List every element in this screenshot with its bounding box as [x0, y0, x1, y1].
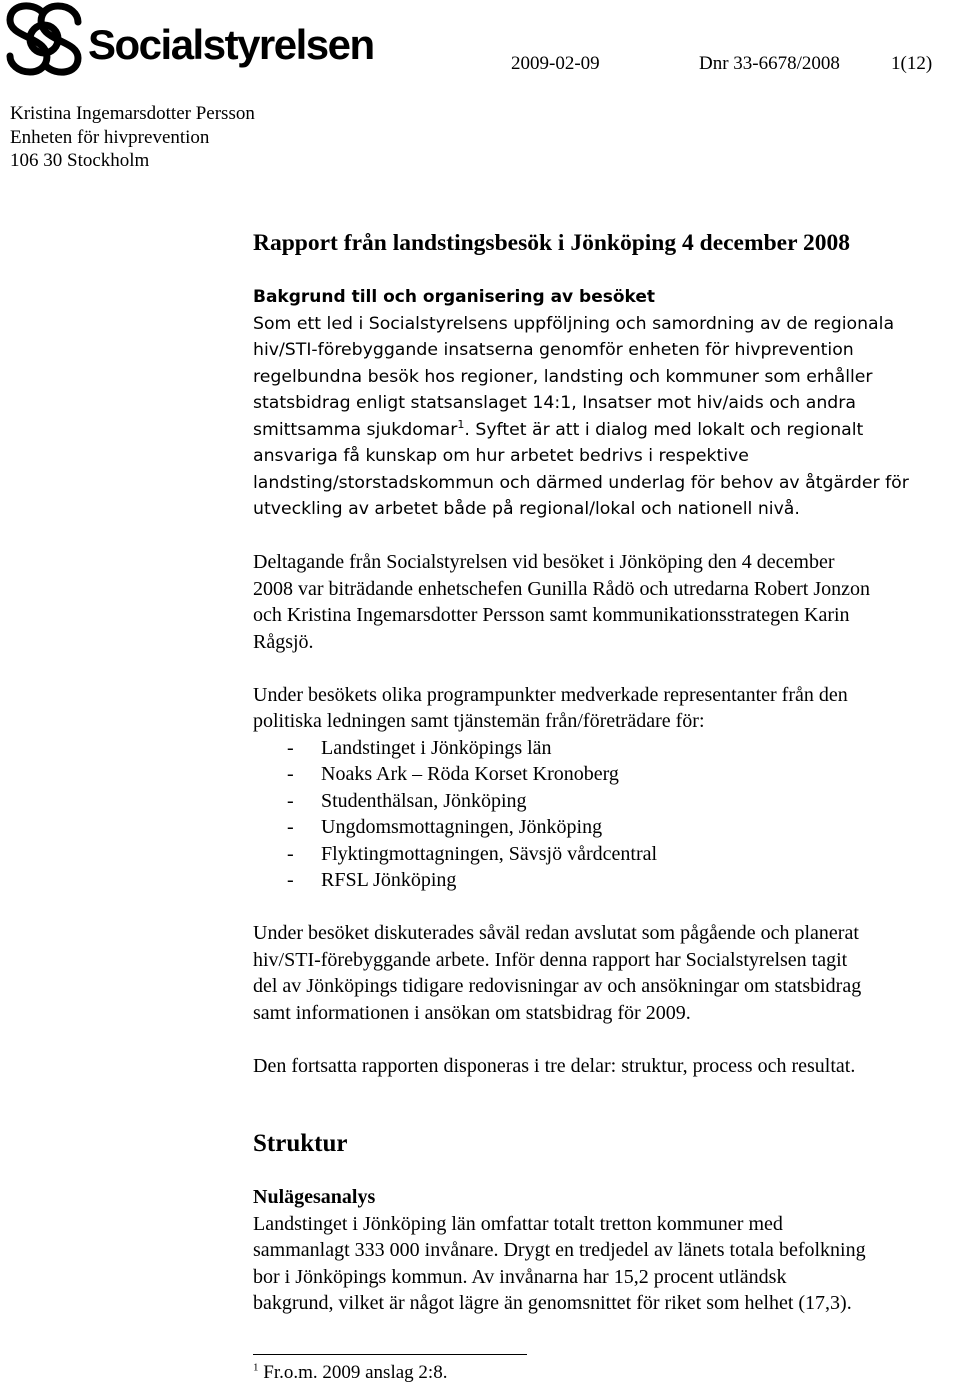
- sender-block: [10, 102, 255, 173]
- text-line: 2008 var biträdande enhetschefen Gunilla Rådö och utredarna Robert Jonzon: [253, 577, 871, 600]
- text-line: regelbundna besök hos regioner, landsting och kommuner som erhåller: [253, 366, 873, 387]
- list-dash: -: [287, 789, 294, 812]
- section-heading-struktur: Struktur: [253, 1130, 348, 1157]
- text-line: del av Jönköpings tidigare redovisningar av och ansökningar om statsbidrag: [253, 975, 862, 997]
- text-fragment: smittsamma sjukdomar: [253, 419, 458, 440]
- logo-emblem-icon: [2, 2, 86, 76]
- list-item: [253, 735, 960, 762]
- text-line: Under besöket diskuterades såväl redan avslutat som pågående och planerat: [253, 922, 859, 944]
- footnote-separator: [253, 1354, 527, 1355]
- text-line: sammanlagt 333 000 invånare. Drygt en tredjedel av länets totala befolkning: [253, 1239, 866, 1261]
- list-item-text: RFSL Jönköping: [321, 869, 457, 891]
- participant-list: [253, 735, 960, 894]
- list-dash: -: [287, 736, 294, 759]
- list-dash: -: [287, 869, 294, 891]
- text-line: landsting/storstadskommun och därmed underlag för behov av åtgärder för: [253, 472, 909, 493]
- document-date: 2009-02-09: [511, 53, 600, 74]
- text-line: samt informationen i ansökan om statsbidrag för 2009.: [253, 1001, 691, 1024]
- list-item-text: Noaks Ark – Röda Korset Kronoberg: [321, 763, 619, 785]
- text-line: Rågsjö.: [253, 630, 314, 653]
- subheading-nulagesanalys: Nulägesanalys: [253, 1186, 376, 1208]
- text-line: hiv/STI-förebyggande insatserna genomför enheten för hivprevention: [253, 340, 854, 360]
- page-number: 1(12): [891, 53, 933, 74]
- paragraph-deltagande: [253, 549, 960, 655]
- list-item-text: Flyktingmottagningen, Sävsjö vårdcentral: [321, 842, 658, 865]
- document-dnr: Dnr 33-6678/2008: [699, 53, 840, 74]
- list-item-text: Landstinget i Jönköpings län: [321, 736, 552, 759]
- text-line: och Kristina Ingemarsdotter Persson samt kommunikationsstrategen Karin: [253, 604, 850, 626]
- document-body: [253, 228, 960, 1317]
- text-line: ansvariga få kunskap om hur arbetet bedrivs i respektive: [253, 446, 749, 466]
- text-line: Landstinget i Jönköping län omfattar totalt tretton kommuner med: [253, 1212, 783, 1235]
- list-dash: -: [287, 816, 294, 838]
- paragraph-diskuterades: [253, 920, 960, 1026]
- footnote-text: Fr.o.m. 2009 anslag 2:8.: [258, 1362, 448, 1383]
- logo-wordmark: Socialstyrelsen: [88, 21, 374, 68]
- text-line: statsbidrag enligt statsanslaget 14:1, Insatser mot hiv/aids och andra: [253, 393, 856, 413]
- paragraph-nulagesanalys: [253, 1211, 960, 1317]
- text-line: [253, 417, 960, 444]
- paragraph-programpunkter: [253, 682, 960, 735]
- sender-name: Kristina Ingemarsdotter Persson: [10, 103, 255, 124]
- list-dash: -: [287, 763, 294, 785]
- text-line: Som ett led i Socialstyrelsens uppföljning och samordning av de regionala: [253, 313, 895, 334]
- list-item-text: Studenthälsan, Jönköping: [321, 789, 527, 812]
- text-line: Deltagande från Socialstyrelsen vid besöket i Jönköping den 4 december: [253, 551, 835, 573]
- document-title: Rapport från landstingsbesök i Jönköping 4 december 2008: [253, 230, 850, 256]
- sender-unit: Enheten för hivprevention: [10, 126, 210, 148]
- list-item-text: Ungdomsmottagningen, Jönköping: [321, 816, 603, 838]
- section-heading-bakgrund: Bakgrund till och organisering av besöket: [253, 287, 656, 307]
- footnote-mark: 1: [253, 1361, 259, 1374]
- list-item: [253, 761, 960, 788]
- text-line: bakgrund, vilket är något lägre än genomsnittet för riket som helhet (17,3).: [253, 1292, 852, 1314]
- list-dash: -: [287, 842, 294, 865]
- paragraph-bakgrund: [253, 311, 960, 523]
- text-line: utveckling av arbetet både på regional/lokal och nationell nivå.: [253, 499, 800, 519]
- text-line: politiska ledningen samt tjänstemän från/företrädare för:: [253, 710, 705, 732]
- footnote-reference: 1: [457, 417, 465, 431]
- list-item: [253, 788, 960, 815]
- paragraph-disposition: [253, 1053, 960, 1080]
- text-line: Under besökets olika programpunkter medverkade representanter från den: [253, 683, 848, 706]
- socialstyrelsen-logo: [2, 2, 374, 76]
- text-line: hiv/STI-förebyggande arbete. Inför denna rapport har Socialstyrelsen tagit: [253, 948, 848, 971]
- list-item: [253, 841, 960, 868]
- list-item: [253, 814, 960, 841]
- text-fragment: . Syftet är att i dialog med lokalt och regionalt: [464, 419, 864, 440]
- text-line: bor i Jönköpings kommun. Av invånarna har 15,2 procent utländsk: [253, 1265, 787, 1288]
- sender-address: 106 30 Stockholm: [10, 150, 150, 171]
- text-line: Den fortsatta rapporten disponeras i tre delar: struktur, process och resultat.: [253, 1054, 856, 1077]
- list-item: [253, 867, 960, 894]
- footnote: [253, 1362, 447, 1384]
